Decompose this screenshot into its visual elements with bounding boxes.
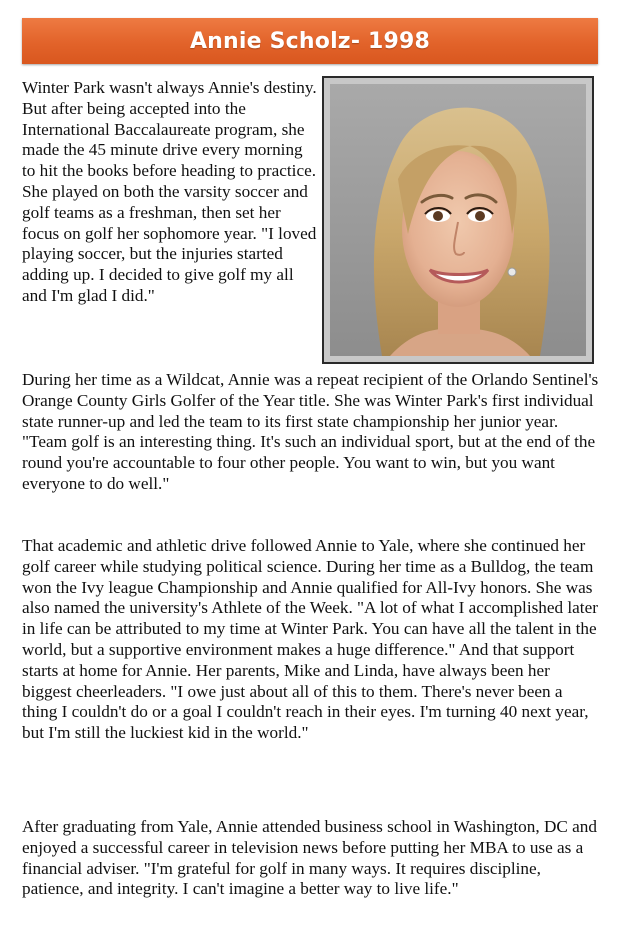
paragraph-yale: That academic and athletic drive followed Annie to Yale, where she continued her golf career while studying political science. During her time as a Bulldog, the team won the Ivy league Championship and Annie qualified for All-Ivy honors. She was also named the university's Athlete of the Week. "A lot of what I accomplished later in life can be attributed to my time at Winter Park. You can have all the talent in the world, but a supportive environment makes a huge difference." And that support starts at home for Annie. Her parents, Mike and Linda, have always been her biggest cheerleaders. "I owe just about all of this to them. There's never been a thing I couldn't do or a goal I couldn't reach in their eyes. I'm turning 40 next year, but I'm still the luckiest kid in the world." — [22, 536, 598, 743]
page-title: Annie Scholz- 1998 — [189, 28, 431, 54]
portrait-frame — [322, 76, 594, 364]
paragraph-intro: Winter Park wasn't always Annie's destiny. But after being accepted into the International Baccalaureate program, she made the 45 minute drive every morning to hit the books before heading to practice. She played on both the varsity soccer and golf teams as a freshman, then set her focus on golf her sophomore year. "I loved playing soccer, but the injuries started adding up. I decided to give golf my all and I'm glad I did." — [22, 78, 317, 305]
paragraph-wildcat: During her time as a Wildcat, Annie was a repeat recipient of the Orlando Sentinel's Orange County Girls Golfer of the Year title. She was Winter Park's first individual state runner-up and led the team to its first state championship her junior year. "Team golf is an interesting thing. It's such an individual sport, but at the end of the round you're accountable to four other people. You want to win, but you want everyone to do well." — [22, 370, 599, 493]
portrait-photo — [330, 84, 586, 356]
paragraph-career: After graduating from Yale, Annie attended business school in Washington, DC and enjoyed a successful career in television news before putting her MBA to use as a financial adviser. "I'm grateful for golf in many ways. It requires discipline, patience, and integrity. I can't imagine a better way to live life." — [22, 817, 597, 899]
title-banner — [22, 18, 598, 64]
